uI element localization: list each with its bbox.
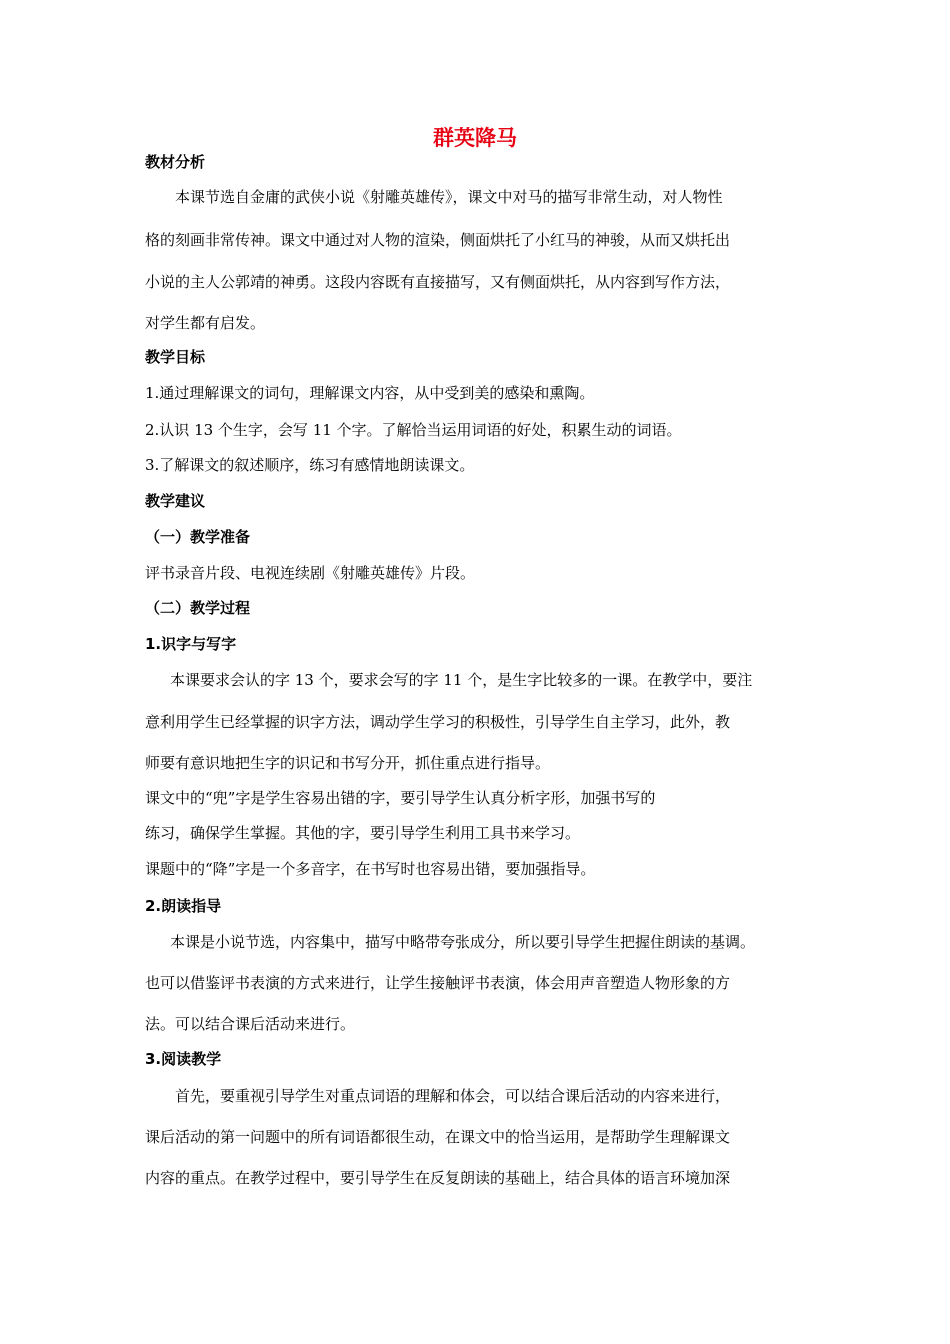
analysis-line: 格的刻画非常传神。课文中通过对人物的渲染，侧面烘托了小红马的神骏，从而又烘托出 bbox=[145, 231, 731, 249]
heading-suggestions: 教学建议 bbox=[145, 492, 206, 510]
goal-item: 1.通过理解课文的词句，理解课文内容，从中受到美的感染和熏陶。 bbox=[145, 384, 595, 402]
teaching-line: 课后活动的第一问题中的所有词语都很生动，在课文中的恰当运用，是帮助学生理解课文 bbox=[145, 1128, 731, 1146]
reading-line: 法。可以结合课后活动来进行。 bbox=[145, 1015, 356, 1033]
heading-process: （二）教学过程 bbox=[145, 599, 251, 617]
reading-line: 也可以借鉴评书表演的方式来进行，让学生接触评书表演，体会用声音塑造人物形象的方 bbox=[145, 974, 731, 992]
heading-analysis: 教材分析 bbox=[145, 153, 206, 171]
heading-literacy: 1.识字与写字 bbox=[145, 635, 237, 653]
literacy-line: 练习，确保学生掌握。其他的字，要引导学生利用工具书来学习。 bbox=[145, 824, 581, 842]
goal-item: 2.认识 13 个生字，会写 11 个字。了解恰当运用词语的好处，积累生动的词语。 bbox=[145, 421, 682, 439]
literacy-line: 意利用学生已经掌握的识字方法，调动学生学习的积极性，引导学生自主学习，此外，教 bbox=[145, 713, 731, 731]
document-title: 群英降马 bbox=[433, 126, 517, 150]
teaching-line: 首先，要重视引导学生对重点词语的理解和体会，可以结合课后活动的内容来进行， bbox=[175, 1087, 731, 1105]
analysis-line: 本课节选自金庸的武侠小说《射雕英雄传》，课文中对马的描写非常生动，对人物性 bbox=[175, 188, 723, 206]
heading-reading: 2.朗读指导 bbox=[145, 897, 222, 915]
literacy-line: 课题中的“降”字是一个多音字，在书写时也容易出错，要加强指导。 bbox=[145, 860, 596, 878]
analysis-line: 对学生都有启发。 bbox=[145, 314, 266, 332]
heading-goals: 教学目标 bbox=[145, 348, 206, 366]
literacy-line: 本课要求会认的字 13 个，要求会写的字 11 个，是生字比较多的一课。在教学中，要注 bbox=[170, 671, 753, 689]
analysis-line: 小说的主人公郭靖的神勇。这段内容既有直接描写，又有侧面烘托，从内容到写作方法， bbox=[145, 273, 731, 291]
literacy-line: 课文中的“兜”字是学生容易出错的字，要引导学生认真分析字形，加强书写的 bbox=[145, 789, 656, 807]
preparation-text: 评书录音片段、电视连续剧《射雕英雄传》片段。 bbox=[145, 564, 476, 582]
heading-preparation: （一）教学准备 bbox=[145, 528, 251, 546]
reading-line: 本课是小说节选，内容集中，描写中略带夸张成分，所以要引导学生把握住朗读的基调。 bbox=[170, 933, 756, 951]
teaching-line: 内容的重点。在教学过程中，要引导学生在反复朗读的基础上，结合具体的语言环境加深 bbox=[145, 1169, 731, 1187]
goal-item: 3.了解课文的叙述顺序，练习有感情地朗读课文。 bbox=[145, 456, 475, 474]
heading-teaching: 3.阅读教学 bbox=[145, 1050, 222, 1068]
literacy-line: 师要有意识地把生字的识记和书写分开，抓住重点进行指导。 bbox=[145, 754, 551, 772]
